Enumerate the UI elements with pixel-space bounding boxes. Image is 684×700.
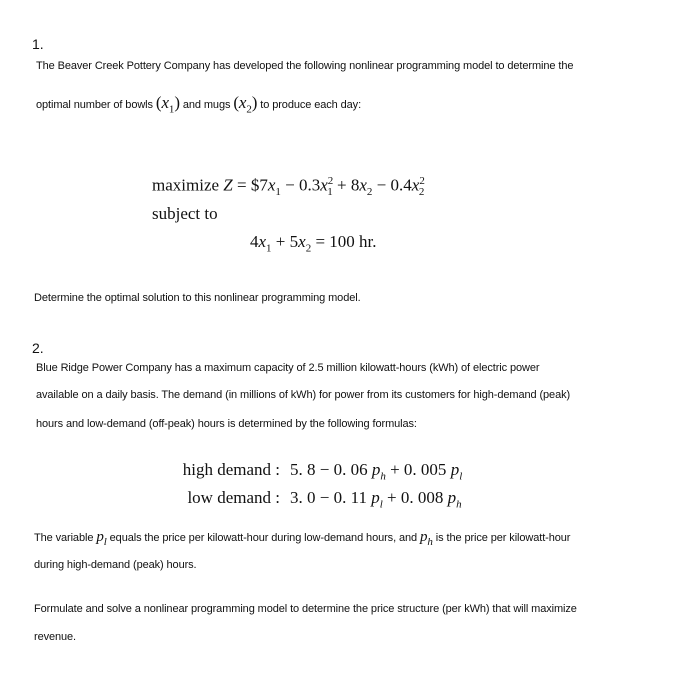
q1-subject-to: subject to xyxy=(152,204,218,223)
q2-task-line2: revenue. xyxy=(34,631,77,643)
q1-var2-expr: $(x_2)$ xyxy=(233,93,258,116)
q2-variable-line2: during high-demand (peak) hours. xyxy=(34,559,197,571)
q1-intro-line1: The Beaver Creek Pottery Company has developed the following nonlinear programming model to determine the xyxy=(36,60,574,72)
q2-low-label: low demand : xyxy=(187,488,280,507)
q1-intro-line2-a: optimal number of bowls xyxy=(36,99,153,111)
q2-task-line1: Formulate and solve a nonlinear programming model to determine the price structure (per kWh) that will maximize xyxy=(34,603,577,615)
q2-high-label: high demand : xyxy=(182,460,280,479)
q2-line1: Blue Ridge Power Company has a maximum capacity of 2.5 million kilowatt-hours (kWh) of electric power xyxy=(36,362,540,374)
q2-var-ph: $p_h$ xyxy=(420,529,433,548)
q1-objective-word: maximize xyxy=(152,175,220,195)
q2-low-expr: 3. 0 − 0. 11 $p_l + 0$. 008 $p_h$ xyxy=(290,488,462,511)
q1-var1-expr: $(x_1)$ xyxy=(155,93,180,116)
q1-number: 1. xyxy=(32,36,44,52)
q1-intro-line2 xyxy=(36,92,361,120)
q2-var-pl: $p_l$ xyxy=(96,529,107,548)
q2-variable-line: The variable $p_l$ equals the price per kilowatt-hour during low-demand hours, and $p_h$ is the price per kilowatt-hour xyxy=(34,529,571,548)
q2-number: 2. xyxy=(32,340,44,356)
q1-intro-line2-c: to produce each day: xyxy=(260,99,362,111)
q1-constraint: $4x_1 + 5x_2 = 100$ hr. xyxy=(250,232,377,255)
q2-line2: available on a daily basis. The demand (in millions of kWh) for power from its customers for high-demand (peak) xyxy=(36,389,571,401)
q1-question: Determine the optimal solution to this nonlinear programming model. xyxy=(34,292,361,304)
q2-high-expr: 5. 8 − 0. 06 $p_h + 0$. 005 $p_l$ xyxy=(290,460,463,483)
q1-intro-line2-b: and mugs xyxy=(182,99,231,111)
q2-line3: hours and low-demand (off-peak) hours is determined by the following formulas: xyxy=(36,418,417,430)
q1-objective: maximize $Z = \$7x_1 - 0.3x^2_1 + 8x_2 - 0.4x^2_2$ xyxy=(152,175,425,199)
